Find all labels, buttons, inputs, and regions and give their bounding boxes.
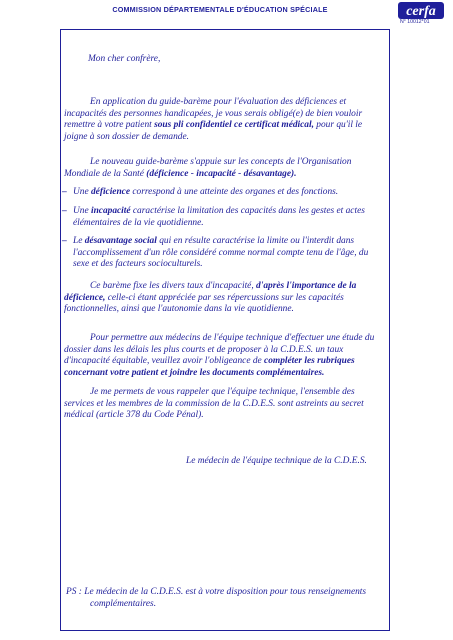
p4-bold: compléter les rubriques concernant votre patient et joindre les documents complémentaires. (64, 356, 355, 378)
p3-text: Ce barème fixe les divers taux d'incapacité, (90, 281, 257, 291)
cerfa-logo-text: cerfa (406, 4, 436, 19)
p1-bold: sous pli confidentiel ce certificat médical, (154, 120, 314, 131)
list-item-text: Une déficience correspond à une atteinte des organes et des fonctions. (73, 187, 339, 197)
paragraph-bareme (64, 281, 386, 316)
list-item-deficience (62, 187, 386, 199)
dash-bullet: – (62, 236, 67, 246)
paragraph-application (64, 97, 386, 143)
header-title: COMMISSION DÉPARTEMENTALE D'ÉDUCATION SPÉCIALE (112, 5, 328, 14)
cerfa-logo (398, 2, 444, 19)
p4-text: Pour permettre aux médecins de l'équipe technique d'effectuer une étude du dossier dans les délais les plus courts et de proposer à la C.D.E.S. un taux d'incapacité équitable, veuillez avoir l'obligeance de (64, 333, 375, 367)
salutation: Mon cher confrère, (88, 54, 161, 64)
paragraph-permettre (64, 333, 386, 379)
postscript: PS : Le médecin de la C.D.E.S. est à votre disposition pour tous renseignements complémentaires. (66, 587, 367, 609)
paragraph-guide (64, 157, 386, 180)
dash-bullet: – (62, 187, 67, 197)
signature: Le médecin de l'équipe technique de la C.D.E.S. (186, 456, 367, 466)
form-number: N° 10012*01 (400, 19, 430, 25)
p2-bold: (déficience - incapacité - désavantage). (146, 168, 297, 179)
list-item-text: Une incapacité caractérise la limitation des capacités dans les gestes et actes élémentaires de la vie quotidienne. (73, 206, 365, 228)
p1-text: En application du guide-barème pour l'évaluation des déficiences et incapacités des personnes handicapées, je vous serais obligé(e) de bien vouloir remettre à votre patient (64, 97, 363, 131)
p2-text: Le nouveau guide-barème s'appuie sur les concepts de l'Organisation Mondiale de la Santé (64, 157, 352, 179)
paragraph-rappel: Je me permets de vous rappeler que l'équipe technique, l'ensemble des services et les membres de la commission de la C.D.E.S. sont astreints au secret médical (article 378 du Code Pénal). (64, 387, 364, 421)
dash-bullet: – (62, 206, 67, 216)
list-item-incapacite (62, 206, 386, 229)
list-item-text: Le désavantage social qui en résulte caractérise la limite ou l'interdit dans l'accomplissement d'un rôle considéré comme normal compte tenu de l'âge, du sexe et des facteurs socioculturels. (73, 236, 369, 270)
p3-bold: d'après l'importance de la déficience, (64, 281, 357, 303)
p1-text-end: pour qu'il le joigne à son dossier de demande. (64, 120, 363, 142)
list-item-desavantage (62, 236, 386, 271)
p3-text-end: celle-ci étant appréciée par ses répercussions sur les capacités fonctionnelles, ainsi que l'autonomie dans la vie quotidienne. (64, 292, 344, 315)
